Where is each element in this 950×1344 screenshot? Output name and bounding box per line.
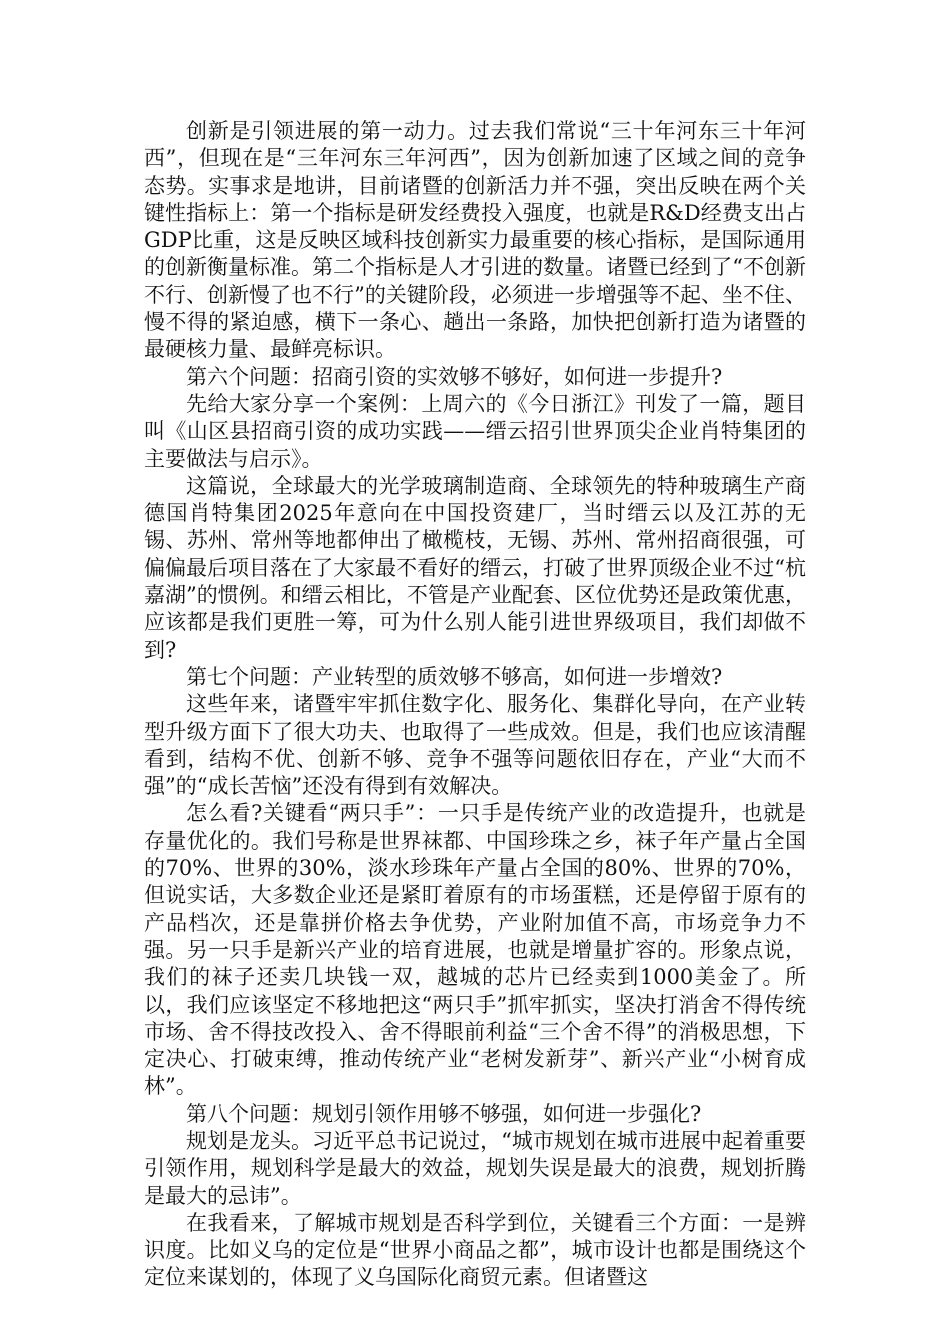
paragraph-schott-case: 这篇说，全球最大的光学玻璃制造商、全球领先的特种玻璃生产商德国肖特集团2025年意向在中国投资建厂，当时缙云以及江苏的无锡、苏州、常州等地都伸出了橄榄枝，无锡、苏州、常州招商很强，可偏偏最后项目落在了大家最不看好的缙云，打破了世界顶级企业不过“杭嘉湖”的惯例。和缙云相比，不管是产业配套、区位优势还是政策优惠，应该都是我们更胜一筹，可为什么别人能引进世界级项目，我们却做不到? xyxy=(144,473,806,662)
question-seven-heading: 第七个问题：产业转型的质效够不够高，如何进一步增效? xyxy=(186,664,723,689)
paragraph-industry-transformation: 这些年来，诸暨牢牢抓住数字化、服务化、集群化导向，在产业转型升级方面下了很大功夫、也取得了一些成效。但是，我们也应该清醒看到，结构不优、创新不够、竞争不强等问题依旧存在，产业“大而不强”的“成长苦恼”还没有得到有效解决。 xyxy=(144,692,806,799)
question-six-heading: 第六个问题：招商引资的实效够不够好，如何进一步提升? xyxy=(186,364,723,389)
paragraph-planning-three-aspects: 在我看来，了解城市规划是否科学到位，关键看三个方面：一是辨识度。比如义乌的定位是“世界小商品之都”，城市设计也都是围绕这个定位来谋划的，体现了义乌国际化商贸元素。但诸暨这 xyxy=(144,1210,806,1290)
paragraph-case-intro: 先给大家分享一个案例：上周六的《今日浙江》刊发了一篇，题目叫《山区县招商引资的成功实践——缙云招引世界顶尖企业肖特集团的主要做法与启示》。 xyxy=(144,391,806,471)
paragraph-innovation: 创新是引领进展的第一动力。过去我们常说“三十年河东三十年河西”，但现在是“三年河东三年河西”，因为创新加速了区域之间的竞争态势。实事求是地讲，目前诸暨的创新活力并不强，突出反映在两个关键性指标上：第一个指标是研发经费投入强度，也就是R&D经费支出占GDP比重，这是反映区域科技创新实力最重要的核心指标，是国际通用的创新衡量标准。第二个指标是人才引进的数量。诸暨已经到了“不创新不行、创新慢了也不行”的关键阶段，必须进一步增强等不起、坐不住、慢不得的紧迫感，横下一条心、趟出一条路，加快把创新打造为诸暨的最硬核力量、最鲜亮标识。 xyxy=(144,119,806,362)
paragraph-two-hands: 怎么看?关键看“两只手”：一只手是传统产业的改造提升，也就是存量优化的。我们号称是世界袜都、中国珍珠之乡，袜子年产量占全国的70%、世界的30%，淡水珍珠年产量占全国的80%、世界的70%，但说实话，大多数企业还是紧盯着原有的市场蛋糕，还是停留于原有的产品档次，还是靠拼价格去争优势，产业附加值不高，市场竞争力不强。另一只手是新兴产业的培育进展，也就是增量扩容的。形象点说，我们的袜子还卖几块钱一双，越城的芯片已经卖到1000美金了。所以，我们应该坚定不移地把这“两只手”抓牢抓实，坚决打消舍不得传统市场、舍不得技改投入、舍不得眼前利益“三个舍不得”的消极思想，下定决心、打破束缚，推动传统产业“老树发新芽”、新兴产业“小树育成林”。 xyxy=(144,801,806,1099)
document-page xyxy=(144,118,806,1292)
question-eight-heading: 第八个问题：规划引领作用够不够强，如何进一步强化? xyxy=(186,1101,702,1126)
paragraph-planning-quote: 规划是龙头。习近平总书记说过，“城市规划在城市进展中起着重要引领作用，规划科学是最大的效益，规划失误是最大的浪费，规划折腾是最大的忌讳”。 xyxy=(144,1128,806,1208)
